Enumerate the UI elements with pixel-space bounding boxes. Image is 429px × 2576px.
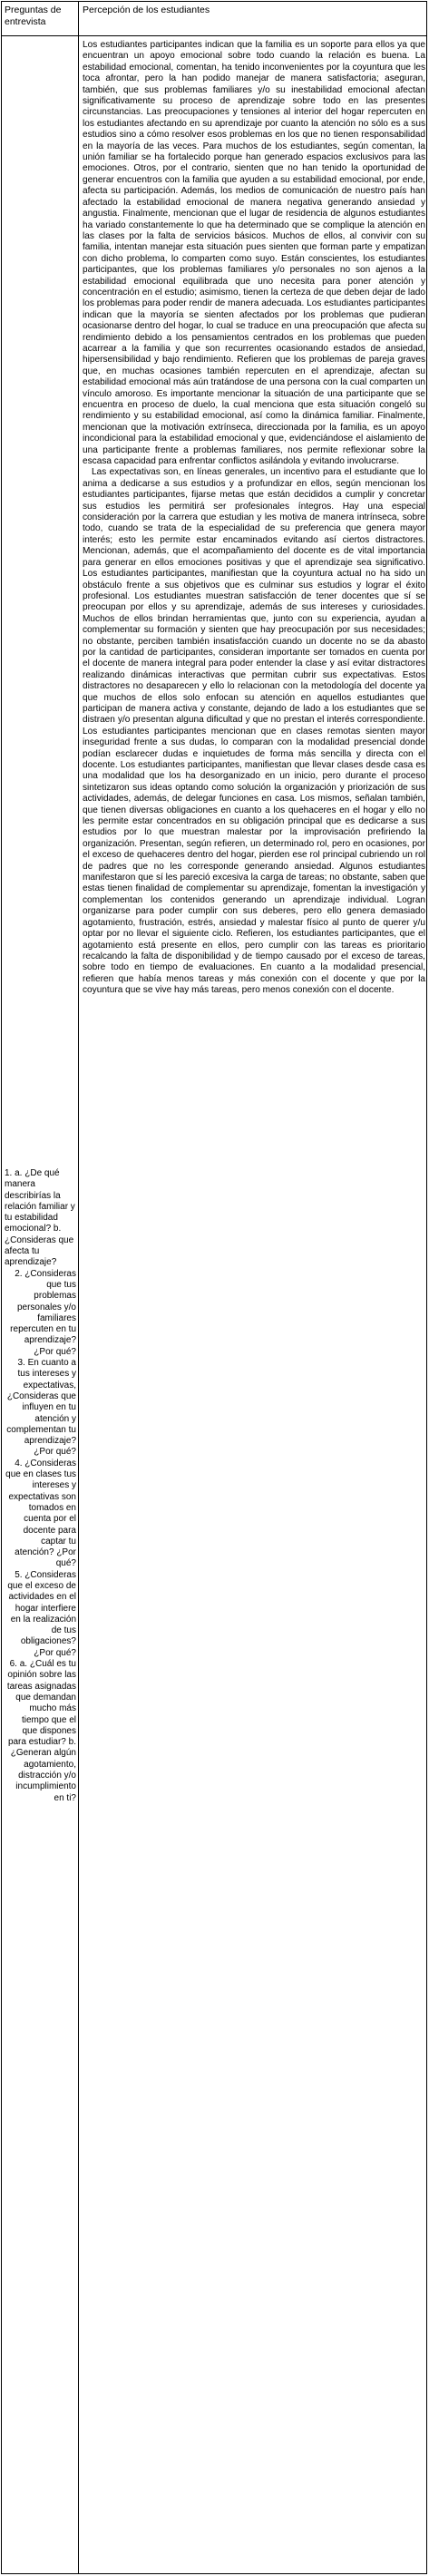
question-3: 3. En cuanto a tus intereses y expectativas, ¿Consideras que influyen en tu atención y complementan tu aprendizaje? ¿Por qué? (6, 1358, 76, 1458)
table-header-row (2, 2, 426, 36)
perception-paragraph-1: Los estudiantes participantes indican que la familia es un soporte para ellos ya que encuentran un apoyo emocional sobre todo cuando la relación es buena. La estabilidad emocional, comentan, ha tenido inconvenientes por la coyuntura que les toca afrontar, pero la han podido manejar de manera satisfactoria; aseguran, también, que sus problemas familiares y/o su inestabilidad emocional afectan significativamente su proceso de aprendizaje sobre todo en las presentes circunstancias. Las preocupaciones y tensiones al interior del hogar repercuten en los estudiantes afectando en su aprendizaje por cuanto la atención no sólo es a sus estudios sino a cómo resolver esos problemas en los que no tienen responsabilidad en la mayoría de las veces. Para muchos de los estudiantes, según comentan, la unión familiar se ha fortalecido porque han generado espacios exclusivos para las emociones. Otros, por el contrario, sienten que no han tenido la oportunidad de generar encuentros con la familia que ayuden a su estabilidad emocional, por ende, afecta su participación. Además, los medios de comunicación de nuestro país han afectado la estabilidad emocional de manera negativa generando ansiedad y angustia. Finalmente, mencionan que el lugar de residencia de algunos estudiantes ha variado constantemente lo que ha determinado que se complique la atención en las clases por la falta de servicios básicos. Muchos de ellos, al convivir con su familia, intentan manejar esta situación pues sienten que forman parte y empatizan con dicho problema, lo comparten como suyo. Están conscientes, los estudiantes participantes, que los problemas familiares y/o personales no son ajenos a la estabilidad emocional equilibrada que uno necesita para poner atención y concentración en el estudio; asimismo, tienen la certeza de que deben dejar de lado los problemas para poder rendir de manera adecuada. Los estudiantes participantes indican que la mayoría se sienten afectados por los problemas que pudieran ocasionarse dentro del hogar, lo cual se traduce en una preocupación que afecta su rendimiento debido a los pensamientos centrados en los problemas que pueden acarrear a la familia y que son recurrentes ocasionando estados de ansiedad, hipersensibilidad y bajo rendimiento. Refieren que los problemas de pareja graves que, en muchas ocasiones también repercuten en el aprendizaje, afectan su estabilidad emocional más aún tratándose de una persona con la cual comparten un vínculo amoroso. Es importante mencionar la situación de una participante que se encuentra en proceso de duelo, la cual menciona que esta situación congeló su rendimiento y su estabilidad emocional, así como la dinámica familiar. Finalmente, mencionan que la motivación extrínseca, direccionada por la familia, es un apoyo incondicional para la estabilidad emocional y que, evidenciándose el aislamiento de una participante frente a problemas familiares, nos permite reflexionar sobre la escasa capacidad para enfrentar conflictos asilándola y evitando involucrarse. (83, 40, 425, 467)
question-4: 4. ¿Consideras que en clases tus intereses y expectativas son tomados en cuenta por el docente para captar tu atención? ¿Por qué? (5, 1458, 76, 1569)
questions-column (5, 1168, 76, 1804)
question-6: 6. a. ¿Cuál es tu opinión sobre las tareas asignadas que demandan mucho más tiempo que el que dispones para estudiar? b. ¿Generan algún agotamiento, distracción y/o incumplimiento en ti? (6, 1659, 76, 1803)
header-perception: Percepción de los estudiantes (83, 5, 210, 15)
question-2: 2. ¿Consideras que tus problemas personales y/o familiares repercuten en tu aprendizaje? ¿Por qué? (10, 1268, 76, 1357)
perception-paragraph-2: Las expectativas son, en líneas generales, un incentivo para el estudiante que lo anima a dedicarse a sus estudios y a profundizar en ellos, según mencionan los estudiantes participantes, fijarse metas que están decididos a cumplir y concretar sus estudios les permitirá ser profesionales íntegros. Hay una especial consideración por la carrera que estudian y les motiva de manera intrínseca, sobre todo, cuando se trata de la especialidad de su preferencia que genera mayor interés; esto les permite estar encaminados evitando así ciertos distractores. Mencionan, además, que el acompañamiento del docente es de vital importancia para generar en ellos emociones positivas y que el aprendizaje sea significativo. Los estudiantes participantes, manifiestan que la coyuntura actual no ha sido un obstáculo frente a sus objetivos que es culminar sus estudios y lograr el éxito profesional. Los estudiantes muestran satisfacción de tener docentes que sí se preocupan por ellos y su aprendizaje, además de sus intereses y curiosidades. Muchos de ellos brindan herramientas que, junto con su experiencia, ayudan a complementar su formación y sienten que hay preocupación por sus necesidades; no obstante, perciben también insatisfacción cuando un docente no se da abasto por la cantidad de participantes, consideran importante ser tomados en cuenta por el docente de manera integral para poder entender la clase y así evitar distractores realizando dinámicas interactivas que permitan cubrir sus expectativas. Estos distractores no desaparecen y ello lo relacionan con la metodología del docente ya que muchos de ellos solo enfocan su atención en aquellos estudiantes que participan de manera activa y constante, dejando de lado a los estudiantes que se distraen y/o presentan alguna dificultad y que no prestan el interés correspondiente. Los estudiantes participantes mencionan que en clases remotas sienten mayor inseguridad frente a sus dudas, lo comparan con la modalidad presencial donde podían esclarecer dudas e inquietudes de forma más sencilla y directa con el docente. Los estudiantes participantes, manifiestan que llevar clases desde casa es una modalidad que los ha desorganizado en un inicio, pero durante el proceso sintetizaron sus ideas optando como solución la organización y priorización de sus actividades, además, de delegar funciones en casa. Los mismos, señalan también, que tienen diversas obligaciones en cuanto a los quehaceres en el hogar y ello no les permite estar concentrados en su obligación principal que es dedicarse a sus estudios por lo que muestran malestar por la improvisación prefiriendo la organización. Presentan, según refieren, un determinado rol, pero en ocasiones, por el exceso de quehaceres dentro del hogar, pierden ese rol principal cubriendo un rol de padres que no les corresponde generando ansiedad. Algunos estudiantes manifestaron que sí les pareció excesiva la carga de tareas; no obstante, saben que estas tienen finalidad de complementar su aprendizaje, fomentan la investigación y complementan los contenidos generando un aprendizaje individual. Logran organizarse para poder cumplir con sus deberes, pero ello genera demasiado agotamiento, frustración, estrés, ansiedad y malestar físico al punto de querer y/u optar por no llevar el siguiente ciclo. Refieren, los estudiantes participantes, que el agotamiento está presente en ellos, pero cumplir con las tareas es prioritario recalcando la falta de disponibilidad y de tiempo causado por el exceso de tareas, sobre todo en tiempo de evaluaciones. En cuanto a la modalidad presencial, refieren que había menos tareas y más conexión con el docente y que por la coyuntura que se vive hay más tareas, pero menos conexión con el docente. (83, 467, 425, 996)
column-divider (78, 2, 79, 2573)
question-1: 1. a. ¿De qué manera describirías la relación familiar y tu estabilidad emocional? b. ¿Consideras que afecta tu aprendizaje? (5, 1168, 75, 1268)
header-questions: Preguntas de entrevista (5, 5, 62, 27)
perception-column (83, 40, 425, 997)
interview-table (1, 1, 427, 2574)
question-5: 5. ¿Consideras que el exceso de actividades en el hogar interfiere en la realización de tus obligaciones? ¿Por qué? (7, 1569, 76, 1658)
